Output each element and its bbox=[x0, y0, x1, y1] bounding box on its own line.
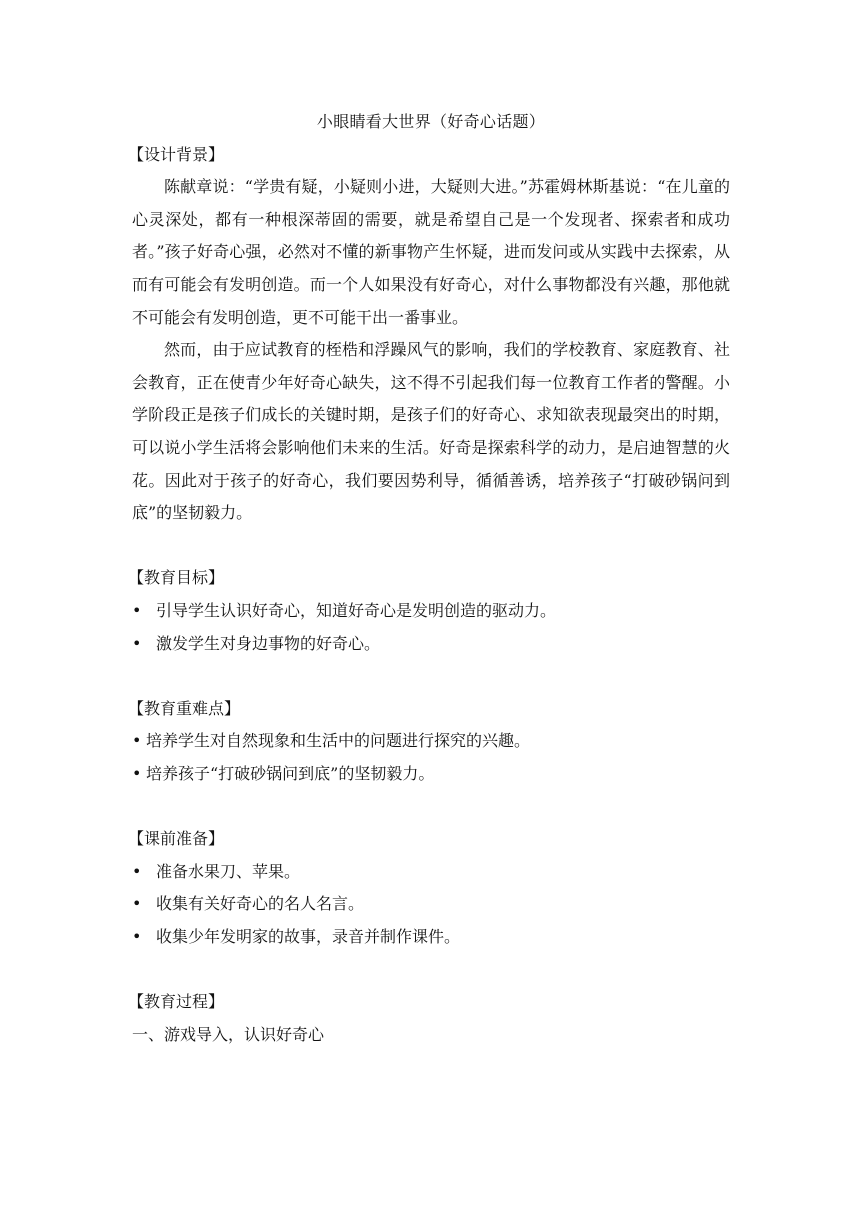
bullet-marker: • bbox=[132, 861, 142, 881]
key-points-item-text: 培养孩子“打破砂锅问到底”的坚韧毅力。 bbox=[146, 763, 435, 783]
section-heading-preparation: 【课前准备】 bbox=[128, 829, 225, 849]
preparation-item-text: 准备水果刀、苹果。 bbox=[156, 861, 301, 881]
key-points-list-item bbox=[132, 758, 730, 791]
goals-list-item bbox=[132, 595, 730, 628]
process-step-heading: 一、游戏导入，认识好奇心 bbox=[132, 1024, 325, 1044]
goals-item-text: 激发学生对身边事物的好奇心。 bbox=[156, 633, 381, 653]
section-spacer bbox=[132, 530, 730, 563]
section-spacer bbox=[132, 953, 730, 986]
bullet-marker: • bbox=[132, 894, 142, 914]
key-points-list-item bbox=[132, 725, 730, 758]
key-points-item-text: 培养学生对自然现象和生活中的问题进行探究的兴趣。 bbox=[146, 731, 531, 751]
goals-list-item bbox=[132, 628, 730, 661]
goals-item-text: 引导学生认识好奇心，知道好奇心是发明创造的驱动力。 bbox=[156, 600, 557, 620]
preparation-item-text: 收集有关好奇心的名人名言。 bbox=[156, 894, 365, 914]
document-content bbox=[128, 106, 730, 1051]
preparation-list-item bbox=[132, 888, 730, 921]
preparation-list-item bbox=[132, 921, 730, 954]
bullet-marker: • bbox=[132, 926, 142, 946]
background-paragraph-2: 然而，由于应试教育的桎梏和浮躁风气的影响，我们的学校教育、家庭教育、社会教育，正在使青少年好奇心缺失，这不得不引起我们每一位教育工作者的警醒。小学阶段正是孩子们成长的关键时期，是孩子们的好奇心、求知欲表现最突出的时期，可以说小学生活将会影响他们未来的生活。好奇是探索科学的动力，是启迪智慧的火花。因此对于孩子的好奇心，我们要因势利导，循循善诱，培养孩子“打破砂锅问到底”的坚韧毅力。 bbox=[132, 340, 730, 523]
section-spacer bbox=[132, 790, 730, 823]
background-paragraph-1: 陈献章说：“学贵有疑，小疑则小进，大疑则大进。”苏霍姆林斯基说：“在儿童的心灵深处，都有一种根深蒂固的需要，就是希望自己是一个发现者、探索者和成功者。”孩子好奇心强，必然对不懂的新事物产生怀疑，进而发问或从实践中去探索，从而有可能会有发明创造。而一个人如果没有好奇心，对什么事物都没有兴趣，那他就不可能会有发明创造，更不可能干出一番事业。 bbox=[132, 177, 730, 327]
section-heading-background: 【设计背景】 bbox=[128, 144, 225, 164]
bullet-marker: • bbox=[132, 731, 142, 751]
preparation-list-item bbox=[132, 856, 730, 889]
section-spacer bbox=[132, 660, 730, 693]
section-heading-process: 【教育过程】 bbox=[128, 992, 225, 1012]
preparation-item-text: 收集少年发明家的故事，录音并制作课件。 bbox=[156, 926, 461, 946]
bullet-marker: • bbox=[132, 763, 142, 783]
section-heading-key-points: 【教育重难点】 bbox=[128, 698, 241, 718]
section-heading-goals: 【教育目标】 bbox=[128, 568, 225, 588]
bullet-marker: • bbox=[132, 600, 142, 620]
bullet-marker: • bbox=[132, 633, 142, 653]
document-title: 小眼睛看大世界（好奇心话题） bbox=[316, 112, 546, 131]
